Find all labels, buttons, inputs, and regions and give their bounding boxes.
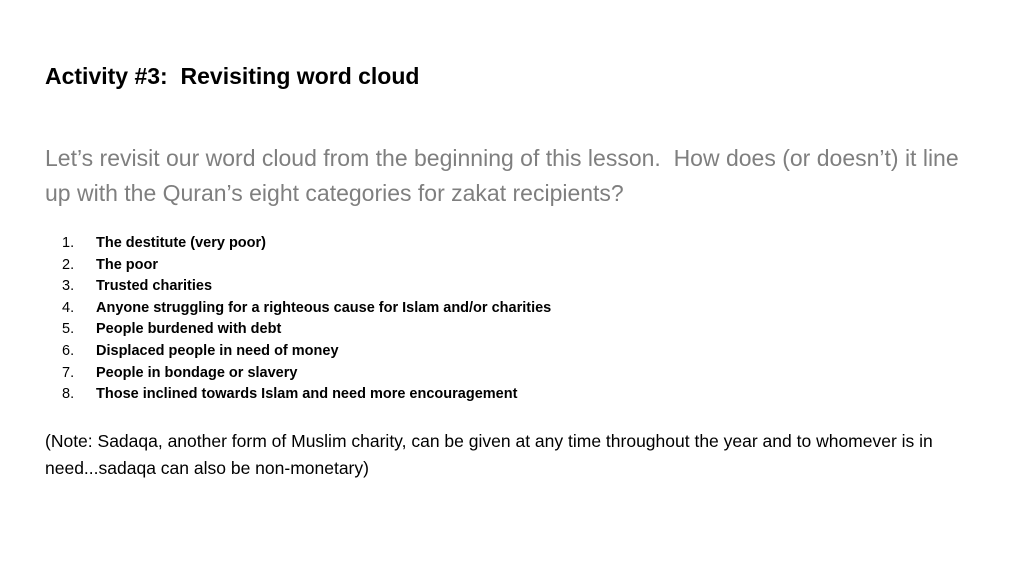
list-item-number: 6.: [62, 342, 75, 359]
list-item: [45, 276, 551, 298]
intro-question: Let’s revisit our word cloud from the beginning of this lesson. How does (or doesn’t) it line up with the Quran’s eight categories for zakat recipients?: [45, 145, 966, 206]
list-item-number: 7.: [62, 364, 75, 381]
slide-title: Activity #3: Revisiting word cloud: [45, 63, 420, 89]
list-item: [45, 363, 551, 385]
sadaqa-note: (Note: Sadaqa, another form of Muslim charity, can be given at any time throughout the year and to whomever is in need...sadaqa can also be non-monetary): [45, 431, 933, 478]
list-item-number: 8.: [62, 386, 75, 403]
list-item: [45, 319, 551, 341]
list-item-text: People in bondage or slavery: [96, 364, 298, 381]
list-item: [45, 298, 551, 320]
list-item-text: People burdened with debt: [96, 321, 282, 338]
list-item-number: 5.: [62, 321, 75, 338]
list-item-number: 1.: [62, 235, 75, 251]
list-item: [45, 384, 551, 406]
list-item-number: 3.: [62, 278, 75, 295]
list-item: [45, 341, 551, 363]
list-item: [45, 233, 551, 255]
list-item-text: Trusted charities: [96, 278, 213, 295]
list-item-text: Anyone struggling for a righteous cause for Islam and/or charities: [96, 299, 552, 316]
list-item-number: 4.: [62, 299, 75, 316]
list-item-text: The poor: [96, 256, 159, 273]
list-item-number: 2.: [62, 256, 75, 273]
zakat-categories-list: [45, 233, 551, 406]
list-item-text: Displaced people in need of money: [96, 342, 339, 359]
list-item-text: Those inclined towards Islam and need more encouragement: [96, 386, 518, 403]
list-item: [45, 255, 551, 277]
list-item-text: The destitute (very poor): [96, 235, 266, 251]
